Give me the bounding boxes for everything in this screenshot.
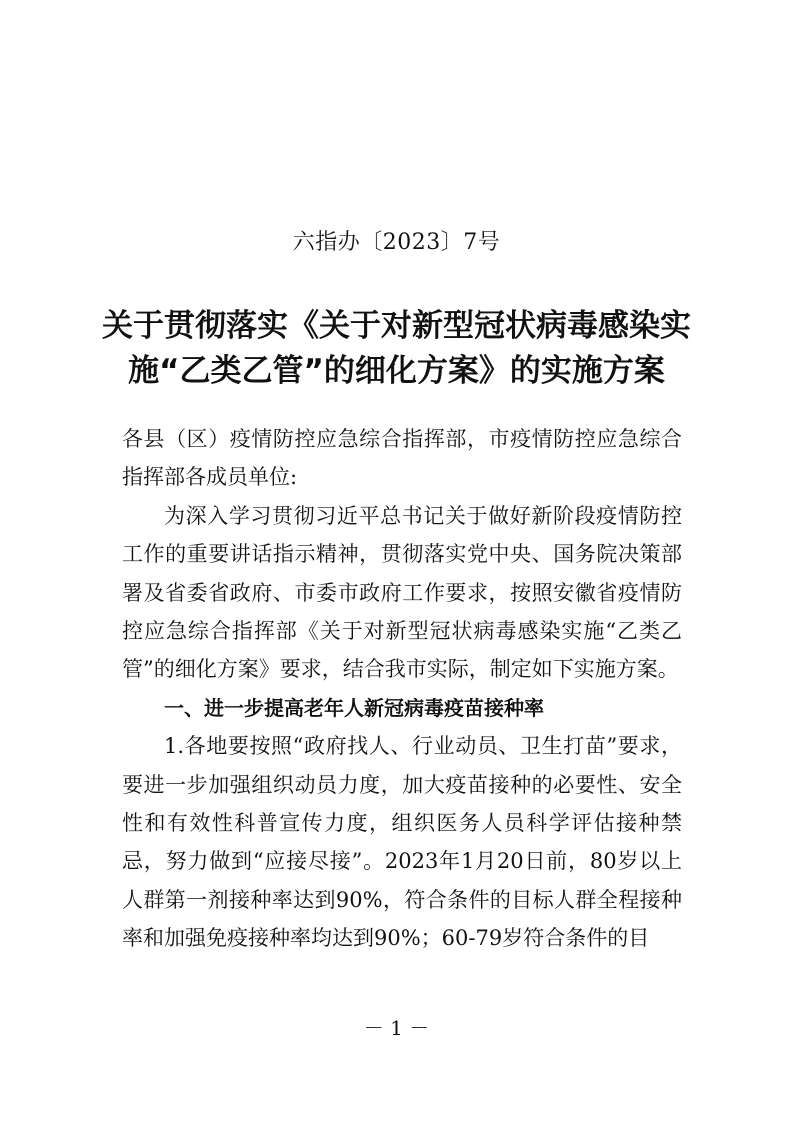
- item-1-paragraph: 1.各地要按照“政府找人、行业动员、卫生打苗”要求，要进一步加强组织动员力度，加大疫苗接种的必要性、安全性和有效性科普宣传力度，组织医务人员科学评估接种禁忌，努力做到“应接尽接”。2023年1月20日前，80岁以上人群第一剂接种率达到90%，符合条件的目标人群全程接种率和加强免疫接种率均达到90%；60-79岁符合条件的目: [122, 734, 682, 951]
- intro-paragraph: 为深入学习贯彻习近平总书记关于做好新阶段疫情防控工作的重要讲话指示精神，贯彻落实党中央、国务院决策部署及省委省政府、市委市政府工作要求，按照安徽省疫情防控应急综合指挥部《关于对新型冠状病毒感染实施“乙类乙管”的细化方案》要求，结合我市实际，制定如下实施方案。: [122, 503, 682, 682]
- document-number: 六指办〔2023〕7号: [292, 230, 501, 255]
- document-title: [60, 304, 733, 394]
- title-line-2: 施“乙类乙管”的细化方案》的实施方案: [128, 353, 665, 389]
- document-body: [122, 420, 682, 958]
- title-line-1: 关于贯彻落实《关于对新型冠状病毒感染实: [102, 308, 691, 344]
- section-heading: 一、进一步提高老年人新冠病毒疫苗接种率: [164, 695, 544, 720]
- salutation: 各县（区）疫情防控应急综合指挥部，市疫情防控应急综合指挥部各成员单位:: [122, 427, 682, 490]
- page-number: － 1 －: [363, 1016, 430, 1040]
